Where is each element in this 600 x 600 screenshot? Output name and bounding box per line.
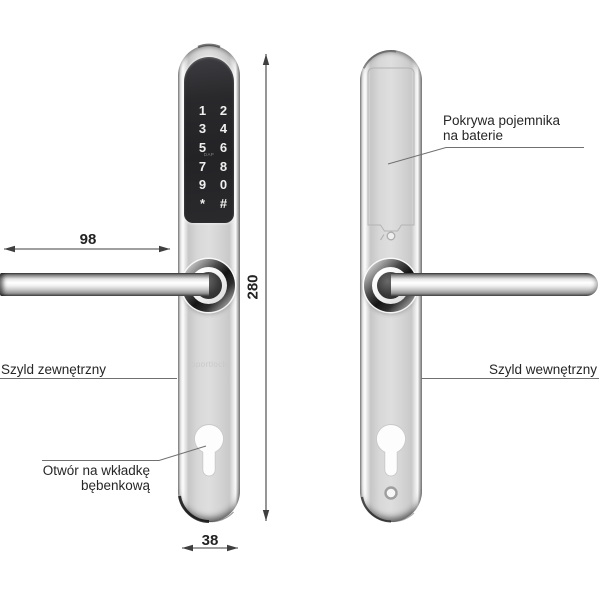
external-plate-label: Szyld zewnętrzny bbox=[1, 362, 107, 377]
keypad-key-6: 6 bbox=[219, 140, 228, 156]
right-cylinder-keyhole bbox=[377, 424, 406, 476]
right-plate-top-shading bbox=[364, 51, 396, 68]
plate-brand-logo: oportlock bbox=[190, 360, 228, 369]
cylinder-hole-label bbox=[0, 463, 150, 493]
keypad-brand-text: DAP bbox=[203, 152, 215, 157]
keypad-key-8: 8 bbox=[219, 158, 228, 174]
keypad-key-hash: # bbox=[219, 196, 228, 212]
dimension-label-plate-width: 38 bbox=[201, 532, 219, 549]
keypad-key-3: 3 bbox=[198, 121, 207, 137]
left-plate-bottom-shading-2 bbox=[209, 512, 234, 522]
keypad-key-2: 2 bbox=[219, 102, 228, 118]
keypad-key-5: 5 bbox=[198, 140, 207, 156]
battery-cover-leader-line bbox=[388, 148, 584, 165]
battery-cover-outline bbox=[368, 68, 414, 231]
left-plate-bottom-shading bbox=[180, 496, 210, 522]
battery-cover-label-line2: na baterie bbox=[443, 128, 504, 143]
battery-cover-screw-icon bbox=[387, 232, 395, 240]
battery-cover-mark bbox=[381, 235, 385, 241]
left-plate-top-shading bbox=[198, 45, 220, 47]
dimension-label-plate-height: 280 bbox=[244, 274, 262, 300]
keypad-key-4: 4 bbox=[219, 121, 228, 137]
cylinder-hole-label-line2: bębenkową bbox=[80, 478, 150, 493]
internal-plate-label: Szyld wewnętrzny bbox=[488, 362, 597, 377]
left-cylinder-keyhole bbox=[195, 424, 224, 476]
cylinder-hole-leader-line bbox=[42, 446, 206, 461]
interior-plate-screw-icon bbox=[386, 488, 397, 499]
battery-cover-label-line1: Pokrywa pojemnika bbox=[443, 113, 561, 128]
keypad-key-0: 0 bbox=[219, 177, 228, 193]
keypad-key-star: * bbox=[199, 196, 206, 212]
dimension-label-handle-length: 98 bbox=[79, 231, 97, 248]
right-plate-bottom-shading-2 bbox=[391, 513, 414, 522]
battery-cover-label bbox=[443, 113, 560, 143]
keypad-key-1: 1 bbox=[198, 102, 207, 118]
cylinder-hole-label-line1: Otwór na wkładkę bbox=[42, 463, 150, 478]
right-plate-bottom-shading bbox=[362, 497, 391, 522]
keypad-key-7: 7 bbox=[198, 158, 207, 174]
keypad-key-9: 9 bbox=[198, 177, 207, 193]
